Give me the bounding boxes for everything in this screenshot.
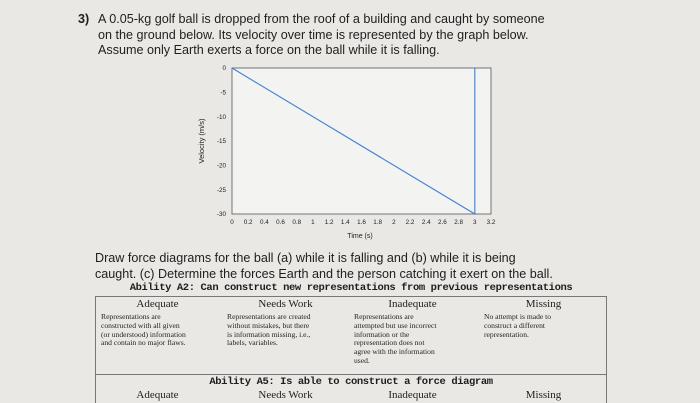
y-axis-label: Velocity (m/s) bbox=[197, 118, 206, 164]
table-border bbox=[606, 297, 607, 375]
x-tick-label: 3 bbox=[473, 219, 477, 226]
prompt-text bbox=[95, 251, 553, 282]
a2-inadequate-line: used. bbox=[354, 355, 370, 365]
a2-cell-adequate bbox=[101, 313, 186, 348]
x-tick-label: 1 bbox=[311, 219, 315, 226]
a2-missing-line: representation. bbox=[484, 329, 529, 339]
a2-adequate-line: (or understood) information bbox=[101, 329, 186, 339]
x-tick-label: 2.8 bbox=[454, 219, 464, 226]
a2-header-missing: Missing bbox=[525, 298, 562, 310]
x-tick-labels bbox=[230, 219, 496, 226]
a2-adequate-line: and contain no major flaws. bbox=[101, 338, 186, 348]
a5-row bbox=[95, 374, 607, 403]
a2-adequate-line: constructed with all given bbox=[101, 320, 180, 330]
x-tick-label: 0.8 bbox=[292, 219, 302, 226]
x-tick-label: 0.4 bbox=[259, 219, 269, 226]
x-tick-label: 1.4 bbox=[340, 219, 350, 226]
y-tick-label: -25 bbox=[216, 186, 226, 194]
a2-needs-work-line: without mistakes, but there bbox=[227, 320, 310, 330]
table-border bbox=[95, 297, 96, 375]
a5-header-missing: Missing bbox=[525, 389, 562, 401]
a2-needs-work-line: labels, variables. bbox=[227, 338, 278, 348]
y-tick-label: -30 bbox=[216, 211, 226, 219]
a2-missing-line: construct a different bbox=[484, 320, 546, 330]
y-tick-label: 0 bbox=[222, 65, 226, 73]
prompt-line-1: Draw force diagrams for the ball (a) while it is falling and (b) while it is being bbox=[95, 251, 516, 265]
x-axis-label: Time (s) bbox=[347, 233, 373, 240]
a2-cell-needs-work bbox=[227, 313, 311, 348]
a2-inadequate-line: Representations are bbox=[354, 312, 414, 321]
x-tick-label: 0.6 bbox=[276, 219, 285, 226]
x-tick-label: 1.8 bbox=[373, 219, 383, 226]
x-tick-label: 1.2 bbox=[324, 219, 334, 226]
a2-header-inadequate: Inadequate bbox=[388, 298, 437, 310]
a2-inadequate-line: attempted but use incorrect bbox=[354, 320, 437, 330]
prompt-line-2: caught. (c) Determine the forces Earth and the person catching it exert on the ball. bbox=[95, 266, 553, 281]
question-line-1: A 0.05-kg golf ball is dropped from the roof of a building and caught by someone bbox=[98, 12, 545, 26]
a5-header-needs-work: Needs Work bbox=[258, 389, 313, 401]
a2-inadequate-line: information or the bbox=[354, 329, 410, 339]
plot-area bbox=[232, 68, 491, 214]
x-tick-label: 2.4 bbox=[421, 219, 431, 226]
ability-a2-title: Ability A2: Can construct new representations from previous representations bbox=[129, 282, 573, 294]
a2-header-needs-work: Needs Work bbox=[258, 298, 313, 310]
x-tick-label: 2.2 bbox=[405, 219, 415, 226]
a2-inadequate-line: agree with the information bbox=[354, 347, 435, 357]
y-tick-label: -20 bbox=[216, 162, 226, 170]
a2-cell-missing bbox=[484, 313, 551, 339]
x-tick-label: 1.6 bbox=[357, 219, 366, 226]
x-tick-label: 2.6 bbox=[438, 219, 447, 226]
a2-adequate-line: Representations are bbox=[101, 312, 161, 321]
a2-needs-work-line: is information missing, i.e., bbox=[227, 329, 311, 339]
question-line-2: on the ground below. Its velocity over time is represented by the graph below. bbox=[98, 27, 529, 42]
y-tick-label: -10 bbox=[216, 113, 226, 121]
question-number: 3) bbox=[78, 12, 90, 26]
a2-header-adequate: Adequate bbox=[136, 298, 179, 310]
a5-header-inadequate: Inadequate bbox=[388, 389, 437, 401]
a2-missing-line: No attempt is made to bbox=[484, 312, 552, 321]
x-tick-label: 0.2 bbox=[243, 219, 253, 226]
y-tick-label: -15 bbox=[216, 138, 226, 146]
table-border bbox=[606, 375, 607, 403]
question-line-3: Assume only Earth exerts a force on the ball while it is falling. bbox=[98, 43, 440, 58]
a2-row bbox=[95, 296, 607, 375]
a2-needs-work-line: Representations are created bbox=[227, 312, 311, 321]
a2-cell-inadequate bbox=[354, 313, 436, 366]
a2-inadequate-line: representation does not bbox=[354, 338, 425, 348]
x-tick-label: 2 bbox=[392, 219, 396, 226]
x-tick-label: 3.2 bbox=[486, 219, 496, 226]
table-border bbox=[95, 375, 96, 403]
y-tick-label: -5 bbox=[220, 89, 226, 97]
y-tick-labels bbox=[217, 65, 227, 218]
x-tick-label: 0 bbox=[230, 219, 234, 226]
ability-a5-title: Ability A5: Is able to construct a force diagram bbox=[209, 376, 493, 388]
a5-header-adequate: Adequate bbox=[136, 389, 179, 401]
